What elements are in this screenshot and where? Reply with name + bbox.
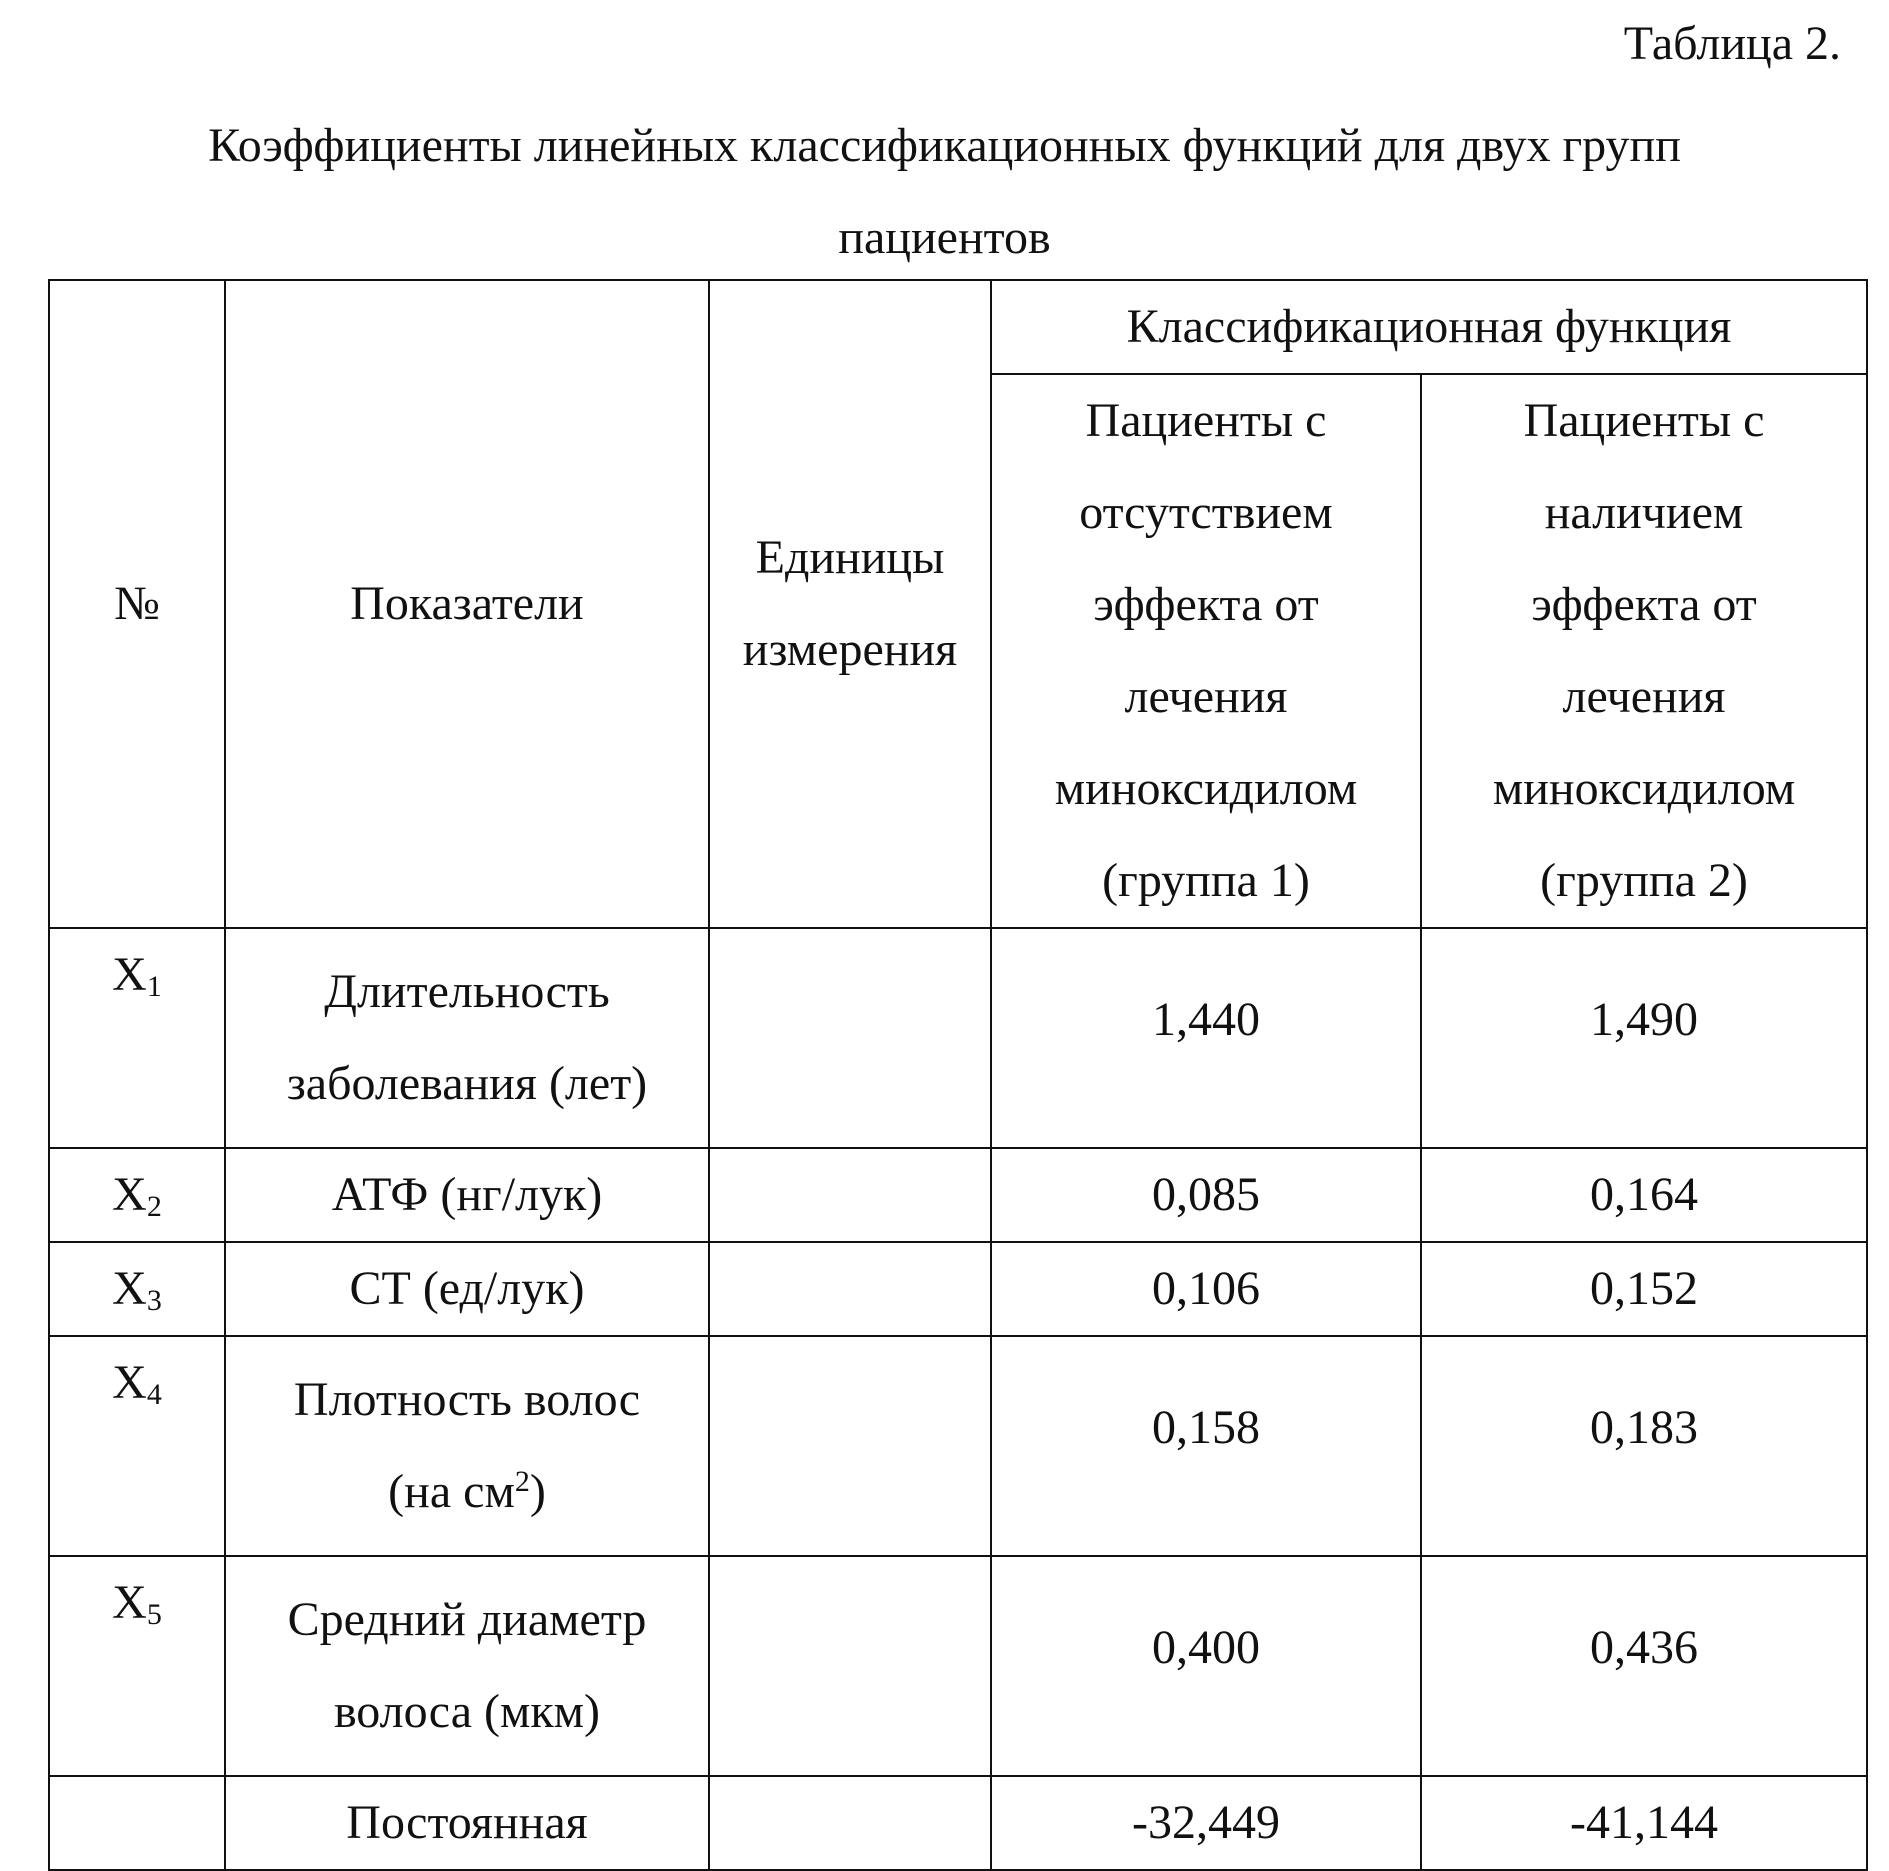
row-indicator	[225, 928, 709, 1148]
header-group-2-line: наличием	[1426, 467, 1862, 559]
table-caption	[0, 100, 1889, 284]
row-units	[709, 1242, 991, 1336]
row-variable	[49, 1776, 225, 1870]
indicator-line: Средний диаметр	[230, 1574, 704, 1666]
row-variable: X3	[49, 1242, 225, 1336]
header-group-2-line: Пациенты с	[1426, 375, 1862, 467]
header-classification-function: Классификационная функция	[991, 280, 1867, 374]
table-label: Таблица 2.	[1624, 14, 1841, 74]
row-variable: X2	[49, 1148, 225, 1242]
row-units	[709, 1776, 991, 1870]
row-group-2-value: 1,490	[1421, 928, 1867, 1148]
row-group-1-value: 0,158	[991, 1336, 1421, 1556]
indicator-line: Плотность волос	[230, 1354, 704, 1446]
caption-line-2: пациентов	[0, 192, 1889, 284]
row-group-1-value: 0,400	[991, 1556, 1421, 1776]
row-group-1-value: -32,449	[991, 1776, 1421, 1870]
row-group-1-value: 0,106	[991, 1242, 1421, 1336]
row-group-2-value: 0,152	[1421, 1242, 1867, 1336]
row-group-2-value: 0,164	[1421, 1148, 1867, 1242]
row-group-2-value: 0,183	[1421, 1336, 1867, 1556]
indicator-line: Длительность	[230, 946, 704, 1038]
header-units	[709, 280, 991, 928]
row-units	[709, 1556, 991, 1776]
row-units	[709, 928, 991, 1148]
row-indicator: СТ (ед/лук)	[225, 1242, 709, 1336]
row-units	[709, 1336, 991, 1556]
caption-line-1: Коэффициенты линейных классификационных функций для двух групп	[0, 100, 1889, 192]
header-units-line-2: измерения	[714, 604, 986, 696]
header-group-2-line: (группа 2)	[1426, 835, 1862, 927]
header-group-2-line: эффекта от	[1426, 559, 1862, 651]
header-units-line-1: Единицы	[714, 512, 986, 604]
row-variable: X1	[49, 928, 225, 1148]
header-group-2-line: лечения	[1426, 651, 1862, 743]
header-group-1-line: (группа 1)	[996, 835, 1416, 927]
row-variable: X4	[49, 1336, 225, 1556]
header-group-2-line: миноксидилом	[1426, 743, 1862, 835]
row-group-2-value: -41,144	[1421, 1776, 1867, 1870]
row-group-2-value: 0,436	[1421, 1556, 1867, 1776]
row-group-1-value: 0,085	[991, 1148, 1421, 1242]
header-group-1-line: Пациенты с	[996, 375, 1416, 467]
table-row	[49, 1776, 1867, 1870]
header-group-1	[991, 374, 1421, 928]
table-row	[49, 928, 1867, 1148]
header-number: №	[49, 280, 225, 928]
row-variable: X5	[49, 1556, 225, 1776]
header-indicators: Показатели	[225, 280, 709, 928]
row-group-1-value: 1,440	[991, 928, 1421, 1148]
indicator-line: (на см2)	[230, 1446, 704, 1538]
header-group-1-line: отсутствием	[996, 467, 1416, 559]
header-group-2	[1421, 374, 1867, 928]
header-group-1-line: лечения	[996, 651, 1416, 743]
header-group-1-line: миноксидилом	[996, 743, 1416, 835]
row-indicator: АТФ (нг/лук)	[225, 1148, 709, 1242]
indicator-line: волоса (мкм)	[230, 1666, 704, 1758]
table-row	[49, 1148, 1867, 1242]
indicator-line: заболевания (лет)	[230, 1038, 704, 1130]
row-indicator: Постоянная	[225, 1776, 709, 1870]
table-row	[49, 1242, 1867, 1336]
row-indicator	[225, 1556, 709, 1776]
table-row	[49, 1336, 1867, 1556]
table-row	[49, 1556, 1867, 1776]
row-indicator	[225, 1336, 709, 1556]
row-units	[709, 1148, 991, 1242]
coefficients-table	[48, 279, 1868, 1871]
header-group-1-line: эффекта от	[996, 559, 1416, 651]
